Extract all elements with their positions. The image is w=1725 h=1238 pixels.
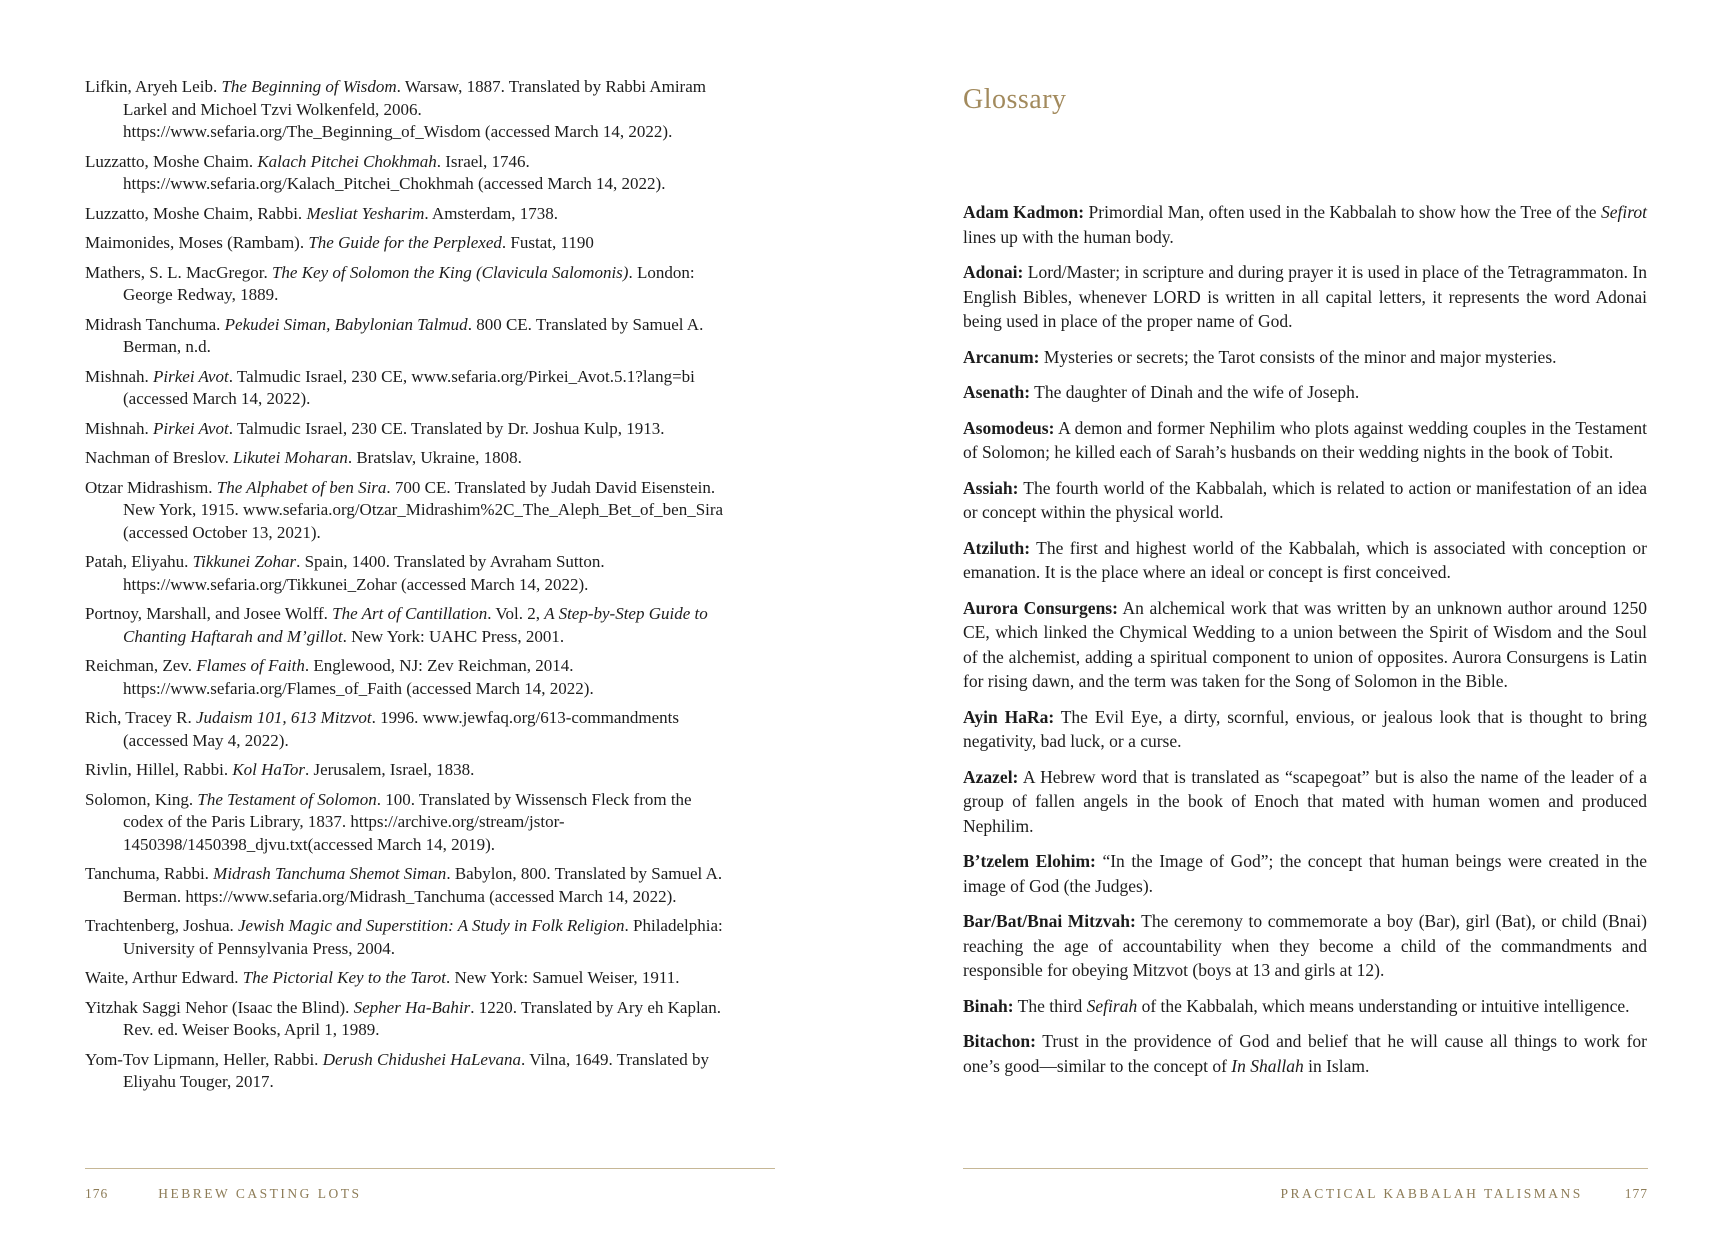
left-page [85, 76, 733, 1101]
glossary-term: Binah: [963, 995, 1014, 1016]
bibliography-entry: Patah, Eliyahu. Tikkunei Zohar. Spain, 1400. Translated by Avraham Sutton. https://www.sefaria.org/Tikkunei_Zohar (accessed March 14, 2022). [85, 552, 605, 594]
bibliography-entry: Mishnah. Pirkei Avot. Talmudic Israel, 230 CE. Translated by Dr. Joshua Kulp, 1913. [85, 418, 665, 438]
bibliography-entry: Waite, Arthur Edward. The Pictorial Key to the Tarot. New York: Samuel Weiser, 1911. [85, 968, 680, 987]
bibliography-list [85, 76, 733, 1094]
glossary-term: Asenath: [963, 382, 1031, 402]
running-title: PRACTICAL KABBALAH TALISMANS [1280, 1186, 1583, 1201]
footer-rule [85, 1168, 775, 1169]
bibliography-entry: Otzar Midrashism. The Alphabet of ben Sira. 700 CE. Translated by Judah David Eisenstein. New York, 1915. www.sefaria.org/Otzar_Midrashim%2C_The_Aleph_Bet_of_ben_Sira (accessed October 13, 2021). [85, 477, 724, 542]
glossary-entry: Asenath: The daughter of Dinah and the wife of Joseph. [963, 382, 1360, 402]
bibliography-entry: Rivlin, Hillel, Rabbi. Kol HaTor. Jerusalem, Israel, 1838. [85, 760, 475, 779]
glossary-entry: Atziluth: The first and highest world of the Kabbalah, which is associated with conception or emanation. It is the place where an ideal or concept is first conceived. [963, 537, 1648, 582]
glossary-term: Adam Kadmon: [963, 202, 1085, 222]
glossary-entry: Aurora Consurgens: An alchemical work that was written by an unknown author around 1250 CE, which linked the Chymical Wedding to a union between the Spirit of Wisdom and the Soul of the alchemist, adding a spiritual component to union of opposites. Aurora Consurgens is Latin for rising dawn, and the term was taken for the Song of Solomon in the Bible. [963, 597, 1647, 691]
glossary-term: Bar/Bat/Bnai Mitzvah: [963, 911, 1136, 931]
glossary-entry: Bar/Bat/Bnai Mitzvah: The ceremony to commemorate a boy (Bar), girl (Bat), or child (Bnai) reaching the age of accountability when they become a child of the commandments and responsible for obeying Mitzvot (boys at 13 and girls at 12). [963, 911, 1647, 980]
bibliography-entry: Luzzatto, Moshe Chaim, Rabbi. Mesliat Yesharim. Amsterdam, 1738. [85, 203, 558, 223]
glossary-entry: Adam Kadmon: Primordial Man, often used in the Kabbalah to show how the Tree of the Sefirot lines up with the human body. [963, 202, 1647, 247]
glossary-term: Azazel: [963, 766, 1019, 787]
bibliography-entry: Yom-Tov Lipmann, Heller, Rabbi. Derush Chidushei HaLevana. Vilna, 1649. Translated by Eliyahu Touger, 2017. [85, 1049, 710, 1091]
glossary-term: Bitachon: [963, 1031, 1036, 1051]
left-page-footer [85, 1168, 775, 1202]
page-number: 176 [85, 1186, 109, 1201]
glossary-title: Glossary [963, 84, 1067, 115]
glossary-list [963, 200, 1647, 1078]
glossary-entry: Assiah: The fourth world of the Kabbalah, which is related to action or manifestation of an idea or concept within the physical world. [963, 477, 1648, 522]
glossary-entry: Ayin HaRa: The Evil Eye, a dirty, scornful, envious, or jealous look that is thought to bring negativity, bad luck, or a curse. [963, 706, 1647, 751]
bibliography-entry: Maimonides, Moses (Rambam). The Guide for the Perplexed. Fustat, 1190 [85, 233, 594, 252]
bibliography-entry: Mathers, S. L. MacGregor. The Key of Solomon the King (Clavicula Salomonis). London: George Redway, 1889. [85, 262, 695, 304]
glossary-term: B’tzelem Elohim: [963, 851, 1096, 871]
glossary-entry: Binah: The third Sefirah of the Kabbalah, which means understanding or intuitive intelligence. [963, 995, 1630, 1016]
glossary-term: Aurora Consurgens: [963, 597, 1118, 618]
bibliography-entry: Reichman, Zev. Flames of Faith. Englewood, NJ: Zev Reichman, 2014. https://www.sefaria.org/Flames_of_Faith (accessed March 14, 2022). [85, 656, 594, 698]
bibliography-entry: Tanchuma, Rabbi. Midrash Tanchuma Shemot Siman. Babylon, 800. Translated by Samuel A. Berman. https://www.sefaria.org/Midrash_Tanchuma (accessed March 14, 2022). [85, 864, 723, 906]
glossary-term: Assiah: [963, 477, 1019, 498]
glossary-term: Ayin HaRa: [963, 706, 1055, 727]
glossary-entry: Arcanum: Mysteries or secrets; the Tarot consists of the minor and major mysteries. [963, 346, 1557, 367]
running-title: HEBREW CASTING LOTS [158, 1186, 362, 1201]
bibliography-entry: Luzzatto, Moshe Chaim. Kalach Pitchei Chokhmah. Israel, 1746. https://www.sefaria.org/Kalach_Pitchei_Chokhmah (accessed March 14, 2022). [85, 151, 666, 193]
bibliography-entry: Solomon, King. The Testament of Solomon. 100. Translated by Wissensch Fleck from the codex of the Paris Library, 1837. https://archive.org/stream/jstor-1450398/1450398_djvu.txt(accessed March 14, 2019). [85, 789, 692, 854]
glossary-entry: Asomodeus: A demon and former Nephilim who plots against wedding couples in the Testament of Solomon; he killed each of Sarah’s husbands on their wedding nights in the book of Tobit. [963, 417, 1647, 462]
bibliography-entry: Rich, Tracey R. Judaism 101, 613 Mitzvot. 1996. www.jewfaq.org/613-commandments (accessed May 4, 2022). [85, 708, 680, 750]
glossary-entry: Bitachon: Trust in the providence of God and belief that he will cause all things to work for one’s good—similar to the concept of In Shallah in Islam. [963, 1031, 1647, 1076]
right-page [963, 84, 1647, 1089]
bibliography-entry: Yitzhak Saggi Nehor (Isaac the Blind). Sepher Ha-Bahir. 1220. Translated by Ary eh Kaplan. Rev. ed. Weiser Books, April 1, 1989. [85, 997, 721, 1039]
glossary-term: Asomodeus: [963, 417, 1055, 438]
bibliography-entry: Trachtenberg, Joshua. Jewish Magic and Superstition: A Study in Folk Religion. Philadelphia: University of Pennsylvania Press, 2004. [85, 916, 723, 958]
glossary-term: Atziluth: [963, 537, 1031, 558]
glossary-entry: Adonai: Lord/Master; in scripture and during prayer it is used in place of the Tetragrammaton. In English Bibles, whenever LORD is written in all capital letters, it represents the word Adonai being used in place of the proper name of God. [963, 262, 1648, 331]
glossary-entry: Azazel: A Hebrew word that is translated as “scapegoat” but is also the name of the leader of a group of fallen angels in the book of Enoch that mated with human women and produced Nephilim. [963, 766, 1647, 836]
right-page-footer [963, 1168, 1648, 1202]
bibliography-entry: Mishnah. Pirkei Avot. Talmudic Israel, 230 CE, www.sefaria.org/Pirkei_Avot.5.1?lang=bi (accessed March 14, 2022). [85, 366, 695, 408]
glossary-term: Adonai: [963, 262, 1024, 282]
page-number: 177 [1624, 1186, 1648, 1201]
bibliography-entry: Nachman of Breslov. Likutei Moharan. Bratslav, Ukraine, 1808. [85, 448, 522, 467]
bibliography-entry: Lifkin, Aryeh Leib. The Beginning of Wisdom. Warsaw, 1887. Translated by Rabbi Amiram Larkel and Michoel Tzvi Wolkenfeld, 2006. https://www.sefaria.org/The_Beginning_of_Wisdom (accessed March 14, 2022). [85, 77, 706, 141]
glossary-term: Arcanum: [963, 346, 1040, 367]
bibliography-entry: Portnoy, Marshall, and Josee Wolff. The Art of Cantillation. Vol. 2, A Step-by-Step Guide to Chanting Haftarah and M’gillot. New York: UAHC Press, 2001. [85, 604, 708, 646]
bibliography-entry: Midrash Tanchuma. Pekudei Siman, Babylonian Talmud. 800 CE. Translated by Samuel A. Berman, n.d. [85, 314, 704, 356]
glossary-entry: B’tzelem Elohim: “In the Image of God”; the concept that human beings were created in the image of God (the Judges). [963, 851, 1648, 896]
footer-rule [963, 1168, 1648, 1169]
